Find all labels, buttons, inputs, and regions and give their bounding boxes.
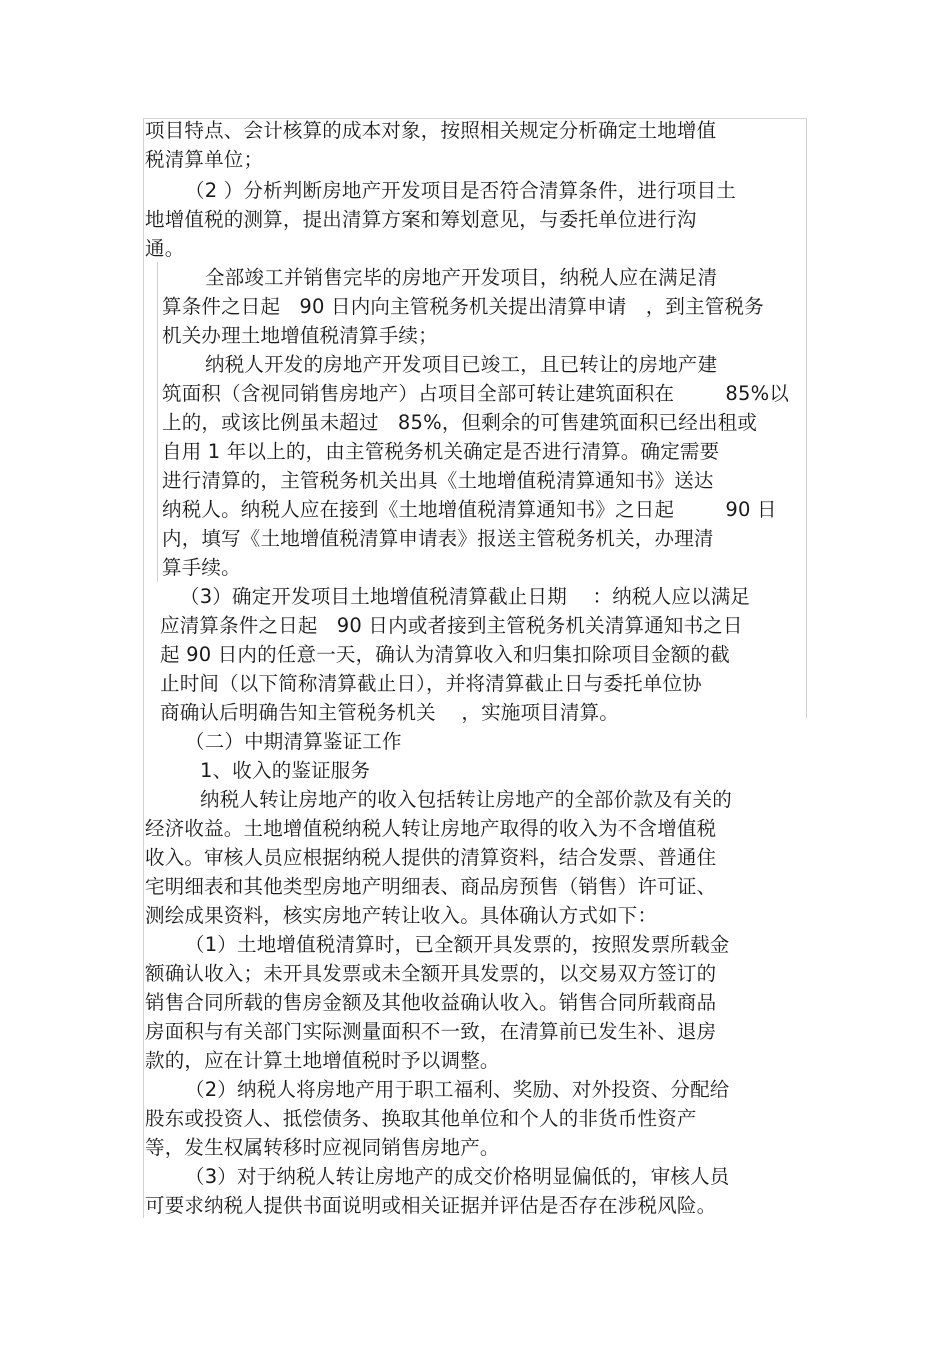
text-line: 经济收益。土地增值税纳税人转让房地产取得的收入为不含增值税: [145, 817, 717, 840]
text-line: 进行清算的，主管税务机关出具《土地增值税清算通知书》送达: [162, 469, 714, 492]
text-line: 止时间（以下简称清算截止日），并将清算截止日与委托单位协: [160, 672, 702, 695]
text-line: （1）土地增值税清算时，已全额开具发票的，按照发票所载金: [185, 933, 730, 956]
text-line: 额确认收入；未开具发票或未全额开具发票的，以交易双方签订的: [145, 962, 717, 985]
text-line: 款的，应在计算土地增值税时予以调整。: [145, 1049, 500, 1072]
text-line: 全部竣工并销售完毕的房地产开发项目，纳税人应在满足清: [205, 266, 718, 289]
text-line: 项目特点、会计核算的成本对象，按照相关规定分析确定土地增值: [145, 119, 717, 142]
text-line: 房面积与有关部门实际测量面积不一致，在清算前已发生补、退房: [145, 1020, 717, 1043]
text-line: 应清算条件之日起 90 日内或者接到主管税务机关清算通知书之日: [160, 614, 743, 637]
section-heading: （二）中期清算鉴证工作: [185, 730, 402, 753]
right-border-line: [806, 118, 807, 718]
text-line: 机关办理土地增值税清算手续；: [162, 324, 438, 347]
subsection-heading: 1、收入的鉴证服务: [200, 759, 371, 782]
inner-left-border-line: [157, 262, 158, 582]
text-line: 税清算单位；: [145, 148, 264, 171]
text-line: （3）确定开发项目土地增值税清算截止日期 ：纳税人应以满足: [180, 585, 751, 608]
text-line: 等，发生权属转移时应视同销售房地产。: [145, 1136, 500, 1159]
text-line: 起 90 日内的任意一天，确认为清算收入和归集扣除项目金额的截: [160, 643, 730, 666]
text-line: 筑面积（含视同销售房地产）占项目全部可转让建筑面积在 85%以: [162, 382, 790, 405]
left-border-line: [143, 118, 144, 1218]
text-line: 上的，或该比例虽未超过 85%，但剩余的可售建筑面积已经出租或: [162, 411, 758, 434]
text-line: 内，填写《土地增值税清算申请表》报送主管税务机关，办理清: [162, 527, 714, 550]
text-line: 自用 1 年以上的，由主管税务机关确定是否进行清算。确定需要: [162, 440, 720, 463]
text-line: 可要求纳税人提供书面说明或相关证据并评估是否存在涉税风险。: [145, 1194, 717, 1217]
text-line: 纳税人开发的房地产开发项目已竣工，且已转让的房地产建: [205, 353, 718, 376]
text-line: 商确认后明确告知主管税务机关 ，实施项目清算。: [160, 701, 619, 724]
text-line: 纳税人。纳税人应在接到《土地增值税清算通知书》之日起 90 日: [162, 498, 777, 521]
text-line: 算手续。: [162, 556, 241, 579]
text-line: 纳税人转让房地产的收入包括转让房地产的全部价款及有关的: [200, 788, 732, 811]
text-line: 收入。审核人员应根据纳税人提供的清算资料，结合发票、普通住: [145, 846, 717, 869]
text-line: 测绘成果资料，核实房地产转让收入。具体确认方式如下：: [145, 904, 658, 927]
text-line: 地增值税的测算，提出清算方案和筹划意见，与委托单位进行沟: [145, 208, 697, 231]
text-line: （2 ）分析判断房地产开发项目是否符合清算条件，进行项目土: [185, 179, 736, 202]
text-line: （3）对于纳税人转让房地产的成交价格明显偏低的，审核人员: [185, 1165, 730, 1188]
text-line: 销售合同所载的售房金额及其他收益确认收入。销售合同所载商品: [145, 991, 717, 1014]
text-line: （2）纳税人将房地产用于职工福利、奖励、对外投资、分配给: [185, 1078, 730, 1101]
text-line: 算条件之日起 90 日内向主管税务机关提出清算申请 ，到主管税务: [162, 295, 764, 318]
text-line: 宅明细表和其他类型房地产明细表、商品房预售（销售）许可证、: [145, 875, 717, 898]
text-line: 股东或投资人、抵偿债务、换取其他单位和个人的非货币性资产: [145, 1107, 697, 1130]
text-line: 通。: [145, 237, 185, 260]
